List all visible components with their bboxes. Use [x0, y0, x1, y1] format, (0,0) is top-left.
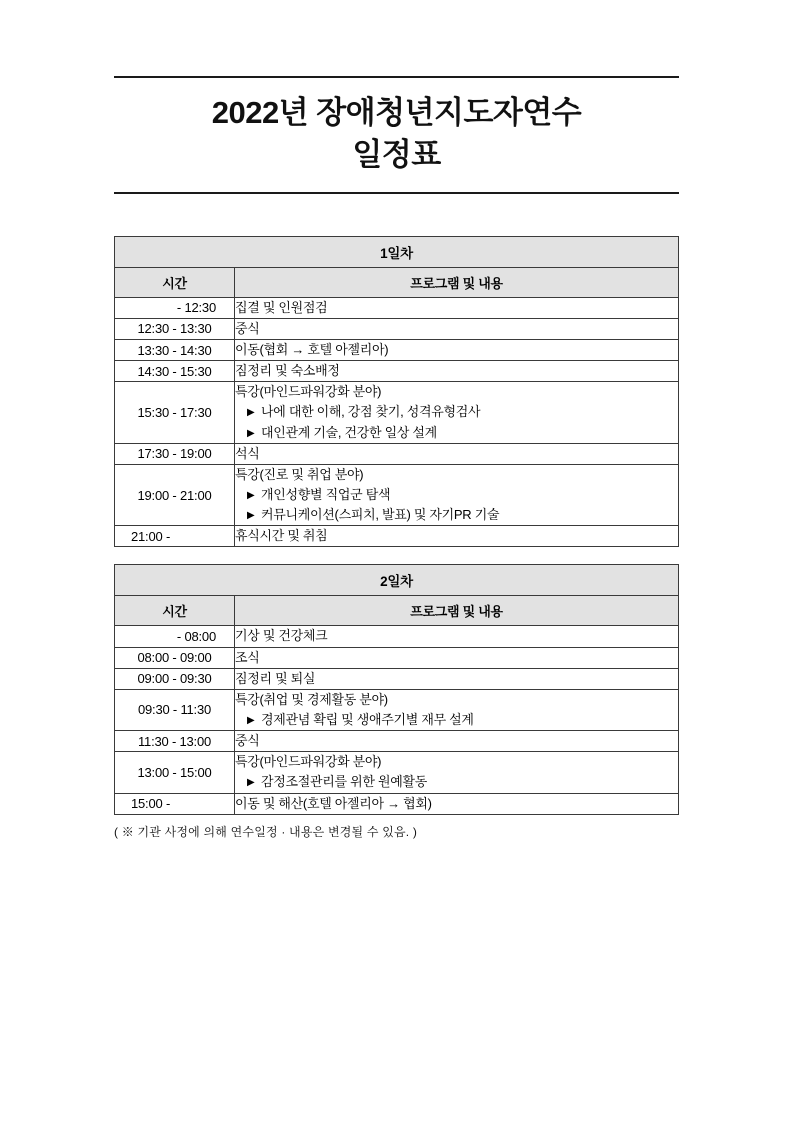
- program-cell: [235, 297, 679, 318]
- program-cell: [235, 731, 679, 752]
- table-row: [115, 339, 679, 360]
- time-cell: 13:00 - 15:00: [115, 752, 235, 793]
- time-cell: 09:30 - 11:30: [115, 689, 235, 730]
- program-cell: [235, 647, 679, 668]
- program-detail-text: 대인관계 기술, 건강한 일상 설계: [261, 424, 437, 440]
- table-row: [115, 361, 679, 382]
- table-row: [115, 752, 679, 793]
- column-header-time: 시간: [115, 596, 235, 626]
- program-title: 특강(진로 및 취업 분야): [235, 466, 364, 482]
- time-cell: 09:00 - 09:30: [115, 668, 235, 689]
- program-detail-text: 커뮤니케이션(스피치, 발표) 및 자기PR 기술: [261, 507, 500, 523]
- program-cell: [235, 689, 679, 730]
- program-title: 특강(마인드파워강화 분야): [235, 754, 382, 770]
- table-row: [115, 565, 679, 596]
- program-detail: [235, 505, 678, 525]
- schedule-tables: [110, 236, 683, 815]
- program-detail: [235, 423, 678, 443]
- bottom-divider: [114, 192, 679, 194]
- title-line-1: 2022년 장애청년지도자연수: [211, 95, 582, 130]
- time-cell: 19:00 - 21:00: [115, 464, 235, 525]
- table-row: [115, 464, 679, 525]
- program-title: 기상 및 건강체크: [235, 628, 328, 644]
- time-cell: 11:30 - 13:00: [115, 731, 235, 752]
- program-title: 휴식시간 및 취침: [235, 528, 328, 544]
- program-cell: [235, 526, 679, 547]
- program-cell: [235, 626, 679, 647]
- program-detail: [235, 710, 678, 730]
- table-row: [115, 526, 679, 547]
- program-detail-text: 개인성향별 직업군 탐색: [261, 486, 391, 502]
- time-cell: 08:00 - 09:00: [115, 647, 235, 668]
- column-header-program: 프로그램 및 내용: [235, 596, 679, 626]
- schedule-table: [114, 236, 679, 548]
- table-row: [115, 668, 679, 689]
- program-cell: [235, 382, 679, 443]
- time-cell: 12:30 - 13:30: [115, 318, 235, 339]
- program-title: 조식: [235, 649, 260, 665]
- column-header-program: 프로그램 및 내용: [235, 267, 679, 297]
- program-title: 중식: [235, 733, 260, 749]
- program-cell: [235, 361, 679, 382]
- program-title: 짐정리 및 퇴실: [235, 670, 316, 686]
- day-header: 1일차: [115, 236, 679, 267]
- triangle-bullet-icon: ▶: [247, 777, 255, 789]
- time-cell: - 08:00: [115, 626, 235, 647]
- time-cell: 15:30 - 17:30: [115, 382, 235, 443]
- time-cell: 14:30 - 15:30: [115, 361, 235, 382]
- program-title: 집결 및 인원점검: [235, 299, 328, 315]
- program-detail: [235, 485, 678, 505]
- time-cell: 17:30 - 19:00: [115, 443, 235, 464]
- program-cell: [235, 464, 679, 525]
- program-detail-text: 감정조절관리를 위한 원예활동: [261, 774, 427, 790]
- time-cell: 13:30 - 14:30: [115, 339, 235, 360]
- program-title: 중식: [235, 320, 260, 336]
- time-cell: 15:00 -: [115, 793, 235, 814]
- table-row: [115, 236, 679, 267]
- program-title: 석식: [235, 445, 260, 461]
- table-row: [115, 647, 679, 668]
- program-cell: [235, 793, 679, 814]
- table-row: [115, 382, 679, 443]
- schedule-table: [114, 564, 679, 814]
- table-row: [115, 443, 679, 464]
- table-row: [115, 318, 679, 339]
- program-title: 짐정리 및 숙소배정: [235, 363, 340, 379]
- program-cell: [235, 443, 679, 464]
- program-cell: [235, 318, 679, 339]
- triangle-bullet-icon: ▶: [247, 510, 255, 522]
- program-title: 이동 및 해산(호텔 아젤리아 → 협회): [235, 795, 432, 811]
- table-row: [115, 596, 679, 626]
- triangle-bullet-icon: ▶: [247, 489, 255, 501]
- title-line-2: 일정표: [352, 136, 441, 172]
- table-row: [115, 626, 679, 647]
- day-header: 2일차: [115, 565, 679, 596]
- program-cell: [235, 668, 679, 689]
- table-row: [115, 689, 679, 730]
- triangle-bullet-icon: ▶: [247, 407, 255, 419]
- time-cell: 21:00 -: [115, 526, 235, 547]
- column-header-time: 시간: [115, 267, 235, 297]
- triangle-bullet-icon: ▶: [247, 714, 255, 726]
- program-cell: [235, 339, 679, 360]
- program-cell: [235, 752, 679, 793]
- page-title: [110, 78, 683, 182]
- triangle-bullet-icon: ▶: [247, 427, 255, 439]
- program-title: 특강(마인드파워강화 분야): [235, 384, 382, 400]
- program-detail-text: 경제관념 확립 및 생애주기별 재무 설계: [261, 711, 474, 727]
- time-cell: - 12:30: [115, 297, 235, 318]
- table-row: [115, 267, 679, 297]
- program-detail: [235, 772, 678, 792]
- program-detail-text: 나에 대한 이해, 강점 찾기, 성격유형검사: [261, 404, 481, 420]
- footnote: ( ※ 기관 사정에 의해 연수일정 · 내용은 변경될 수 있음. ): [114, 824, 418, 839]
- program-title: 이동(협회 → 호텔 아젤리아): [235, 341, 389, 357]
- program-detail: [235, 402, 678, 422]
- table-row: [115, 297, 679, 318]
- table-row: [115, 793, 679, 814]
- program-title: 특강(취업 및 경제활동 분야): [235, 691, 388, 707]
- table-row: [115, 731, 679, 752]
